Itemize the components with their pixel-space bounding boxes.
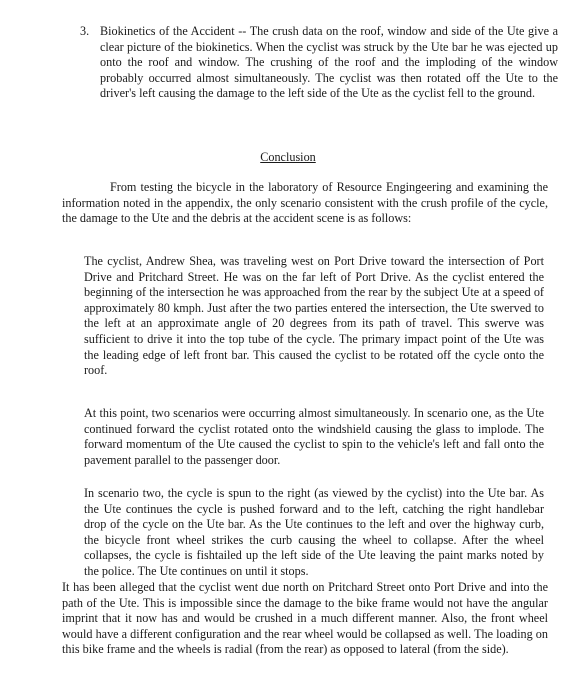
scenario-description-paragraph: The cyclist, Andrew Shea, was traveling west on Port Drive toward the intersection of Port Drive and Pritchard Street. He was on the far left of Port Drive. As the cyclist entered the beginning of the intersection he was approached from the rear by the subject Ute at a speed of approximately 80 kmph. Just after the two parties entered the intersection, the Ute swerved to the left at an approximate angle of 20 degrees from its path of travel. This swerve was sufficient to drive it into the top tube of the cycle. The primary impact point of the Ute was the leading edge of left front bar. This caused the cyclist to be rotated off the cycle onto the roof. (84, 254, 544, 378)
allegation-paragraph: It has been alleged that the cyclist went due north on Pritchard Street onto Port Drive and into the path of the Ute. This is impossible since the damage to the bike frame would not have the angular imprint that it now has and would be crushed in a much different manner. Also, the front wheel would have a different configuration and the rear wheel would be collapsed as well. The loading on this bike frame and the wheels is radial (from the rear) as opposed to lateral (from the side). (62, 580, 548, 657)
scenario-one-paragraph: At this point, two scenarios were occurring almost simultaneously. In scenario one, as the Ute continued forward the cyclist rotated onto the windshield causing the glass to implode. The forward momentum of the Ute caused the cyclist to spin to the vehicle's left and fall onto the pavement parallel to the passenger door. (84, 406, 544, 467)
section-number: 3. (80, 24, 90, 38)
conclusion-heading: Conclusion (260, 150, 316, 164)
scenario-two-paragraph: In scenario two, the cycle is spun to the right (as viewed by the cyclist) into the Ute bar. As the Ute continues the cycle is pushed forward and to the left, catching the right handlebar drop of the cycle on the Ute bar. As the Ute continues to the left and over the highway curb, the bicycle front wheel strikes the curb causing the wheel to collapse. After the wheel collapses, the cycle is fishtailed up the left side of the Ute leaving the paint marks noted by the police. The Ute continues on until it stops. (84, 486, 544, 578)
conclusion-intro-paragraph: From testing the bicycle in the laboratory of Resource Engingeering and examining the information noted in the appendix, the only scenario consistent with the crush profile of the cycle, the damage to the Ute and the debris at the accident scene is as follows: (62, 180, 548, 226)
section-3-text: Biokinetics of the Accident -- The crush data on the roof, window and side of the Ute give a clear picture of the biokinetics. When the cyclist was struck by the Ute bar he was ejected up onto the roof and window. The crushing of the roof and the imploding of the window probably occurred almost simultaneously. The cyclist was then rotated off the Ute to the driver's left causing the damage to the left side of the Ute as the cyclist fell to the ground. (100, 24, 558, 101)
